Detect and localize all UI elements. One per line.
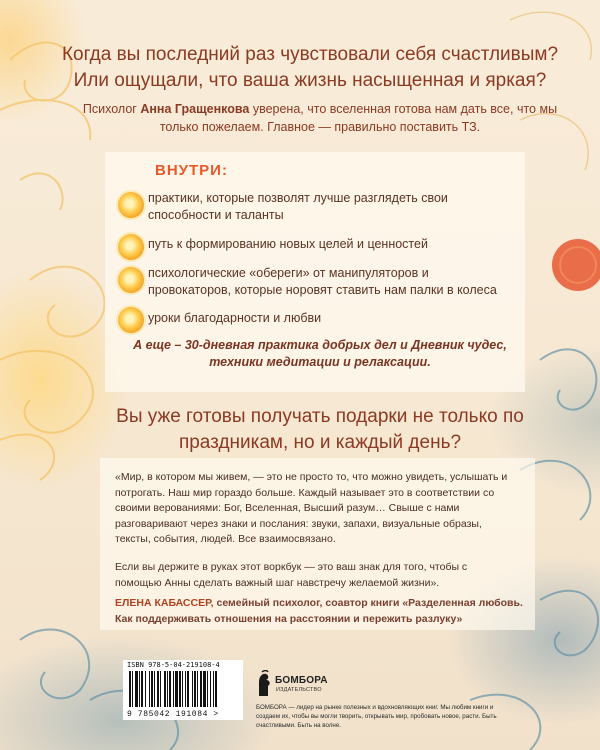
list-item-text: уроки благодарности и любви [148,311,322,325]
intro-prefix: Психолог [82,102,141,116]
barcode-bar [132,671,133,707]
barcode-bar [160,671,161,707]
sun-spiral-icon [118,267,144,293]
barcode-bar [164,671,166,707]
barcode-bar [210,671,211,707]
barcode-bar [192,671,193,707]
barcode-bar [203,671,206,707]
barcode-bar [213,671,214,707]
bonus-note: А еще – 30-дневная практика добрых дел и Дневник чудес, техники медитации и релаксации. [133,338,507,369]
barcode-bar [154,671,155,707]
quote-paragraph-2: Если вы держите в руках этот воркбук — это ваш знак для того, чтобы с помощью Анны сделать важный шаг навстречу желаемой жизни». [115,561,468,589]
barcode-bar [197,671,198,707]
barcode-bar [149,671,150,707]
barcode-icon [127,671,239,709]
quote-author [115,596,530,627]
barcode-bar [173,671,174,707]
opening-question: Когда вы последний раз чувствовали себя счастливым? Или ощущали, что ваша жизнь насыщенная и яркая? [61,44,559,91]
list-item [118,265,498,305]
sun-spiral-icon [118,234,144,260]
barcode-bar [145,671,146,707]
publisher-logo-icon [256,670,272,698]
publisher-name: БОМБОРА [275,675,328,686]
barcode-bar [151,671,153,707]
barcode-bar [215,671,217,707]
barcode-bar [139,671,140,707]
intro-paragraph [80,100,560,136]
list-item-text: путь к формированию новых целей и ценностей [148,237,428,251]
sun-spiral-icon [118,307,144,333]
barcode-bar [182,671,183,707]
sun-spiral-icon [118,192,144,218]
barcode-bar [135,671,138,707]
author-role: семейный психолог, соавтор книги «Разделенная любовь. Как поддерживать отношения на расстоянии и пережить разлуку» [115,597,523,625]
barcode-bar [141,671,143,707]
barcode-bar [175,671,178,707]
barcode-bar [207,671,208,707]
barcode-bar [185,671,186,707]
barcode-bar [169,671,171,707]
publisher-description: БОМБОРА — лидер на рынке полезных и вдохновляющих книг. Мы любим книги и создаем их, чтобы вы могли творить, открывать мир, пробовать новое, расти. Быть счастливыми. Быть на волне. [256,704,497,729]
publisher-subtitle: ИЗДАТЕЛЬСТВО [276,687,322,693]
barcode-bar [187,671,189,707]
barcode-bar [200,671,202,707]
isbn-text: ISBN 978-5-04-219108-4 [127,661,220,669]
barcode-bar [157,671,159,707]
barcode-bar [179,671,181,707]
barcode-bar [129,671,131,707]
intro-suffix: уверена, что вселенная готова нам дать все, что мы только пожелаем. Главное — правильно поставить ТЗ. [159,102,558,134]
author-name: Анна Гращенкова [140,102,250,116]
barcode-bar [194,671,196,707]
inside-title: ВНУТРИ: [155,162,228,179]
list-item-text: психологические «обереги» от манипуляторов и провокаторов, которые норовят ставить нам палки в колеса [148,266,497,297]
list-item-text: практики, которые позволят лучше разглядеть свои способности и таланты [148,191,448,222]
author-label: ЕЛЕНА КАБАССЕР, [115,597,214,609]
barcode-bar [167,671,168,707]
second-question: Вы уже готовы получать подарки не только по праздникам, но и каждый день? [116,406,524,453]
quote-paragraph-1: «Мир, в котором мы живем, — это не просто то, что можно увидеть, услышать и потрогать. Наш мир гораздо больше. Каждый называет это в соответствии со своими верованиями: Бог, Вселенная, Высший разум… Свыше с нами разговаривают через знаки и послания: звуки, запахи, визуальные образы, тексты, события, людей. Все взаимосвязано. [115,471,508,545]
ean-text: 9 785042 191084 > [127,710,219,719]
list-item [118,190,498,230]
